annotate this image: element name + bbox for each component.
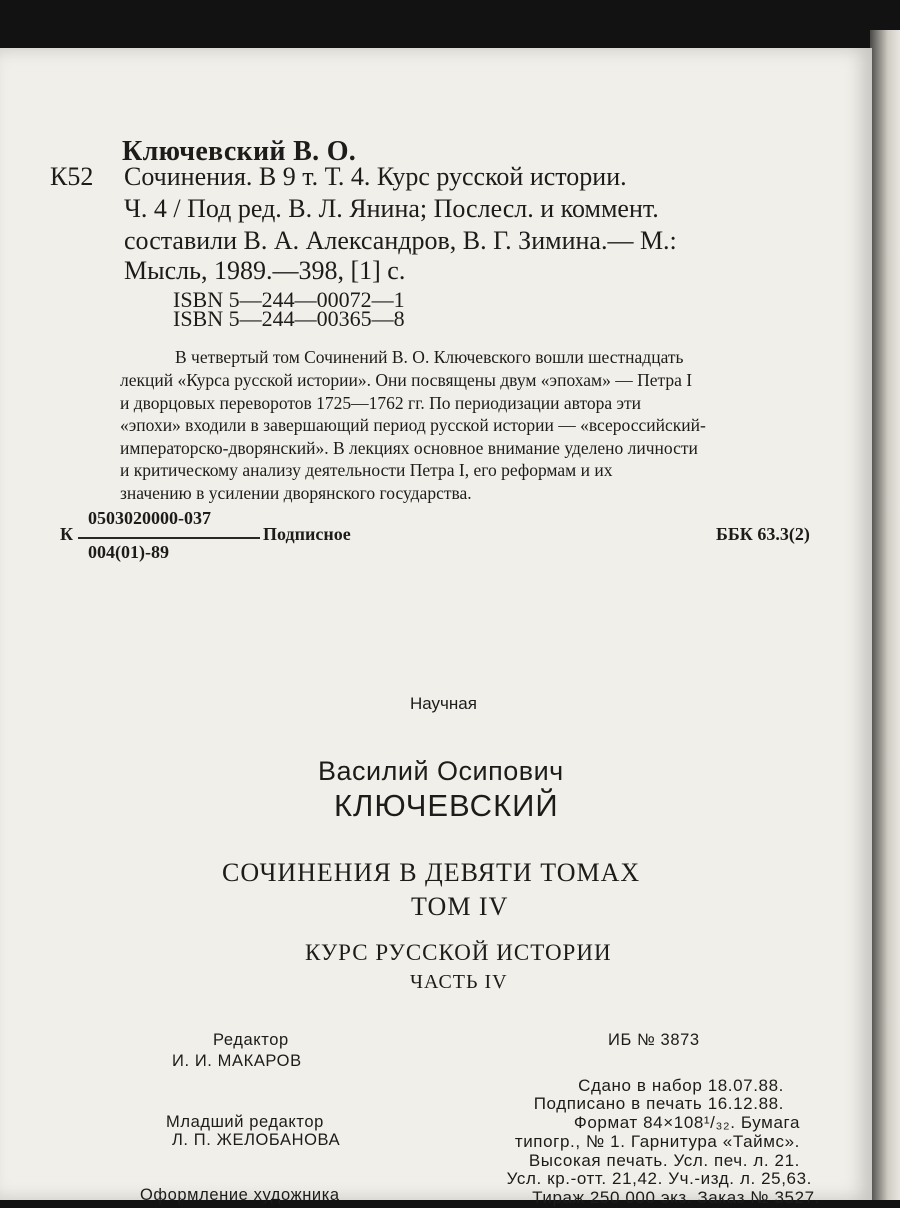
catalog-description-line: Сочинения. В 9 т. Т. 4. Курс русской истории. [124, 162, 627, 191]
catalog-description-line: Ч. 4 / Под ред. В. Л. Янина; Послесл. и коммент. [124, 194, 659, 223]
author-first-name: Василий Осипович [318, 756, 564, 786]
works-title: СОЧИНЕНИЯ В ДЕВЯТИ ТОМАХ [222, 858, 641, 887]
junior-editor-name: Л. П. ЖЕЛОБАНОВА [172, 1131, 341, 1149]
part-label: ЧАСТЬ IV [410, 971, 508, 993]
annotation-line: и дворцовых переворотов 1725—1762 гг. По периодизации автора эти [120, 393, 642, 413]
catalog-description-line: составили В. А. Александров, В. Г. Зимина.— М.: [124, 226, 677, 255]
catalog-author: Ключевский В. О. [122, 136, 357, 167]
index-code-fraction-rule [78, 537, 260, 539]
imprint-line: типогр., № 1. Гарнитура «Таймс». [514, 1132, 800, 1151]
volume-label: ТОМ IV [411, 892, 509, 921]
subscription-label: Подписное [263, 524, 351, 544]
bbk-code: ББК 63.3(2) [716, 524, 810, 544]
imprint-line: Высокая печать. Усл. печ. л. 21. [528, 1151, 800, 1170]
annotation-line: и критическому анализу деятельности Петра I, его реформам и их [120, 460, 613, 480]
shelf-code: К52 [50, 162, 94, 191]
annotation-line: «эпохи» входили в завершающий период русской истории — «всероссийский- [120, 415, 706, 435]
imprint-line: Формат 84×108¹/₃₂. Бумага [573, 1113, 800, 1132]
isbn-line: ISBN 5—244—00365—8 [173, 306, 405, 331]
editor-name: И. И. МАКАРОВ [172, 1052, 302, 1070]
imprint-line: Подписано в печать 16.12.88. [533, 1094, 784, 1113]
genre-label: Научная [410, 694, 477, 713]
index-code-letter: К [60, 524, 74, 544]
course-title: КУРС РУССКОЙ ИСТОРИИ [305, 940, 612, 965]
index-code-denominator: 004(01)-89 [88, 542, 169, 562]
adjacent-page-edge [870, 30, 900, 1200]
junior-editor-label: Младший редактор [166, 1113, 324, 1131]
catalog-description-line: Мысль, 1989.—398, [1] с. [124, 256, 406, 285]
author-last-name: КЛЮЧЕВСКИЙ [334, 788, 559, 823]
annotation-line: В четвертый том Сочинений В. О. Ключевского вошли шестнадцать [175, 347, 684, 367]
annotation-line: императорско-дворянский». В лекциях основное внимание уделено личности [120, 438, 698, 458]
annotation-line: лекций «Курса русской истории». Они посвящены двум «эпохам» — Петра I [120, 370, 693, 390]
annotation-line: значению в усилении дворянского государства. [120, 483, 472, 503]
ib-number: ИБ № 3873 [608, 1031, 700, 1049]
editor-label: Редактор [213, 1031, 289, 1049]
book-page [0, 48, 872, 1207]
designer-label: Оформление художника [140, 1186, 340, 1204]
isbn-line: ISBN 5—244—00072—1 [173, 287, 405, 312]
imprint-line: Тираж 250 000 экз. Заказ № 3527. [532, 1188, 820, 1207]
imprint-line: Сдано в набор 18.07.88. [578, 1076, 784, 1095]
index-code-numerator: 0503020000-037 [88, 508, 211, 528]
imprint-line: Усл. кр.-отт. 21,42. Уч.-изд. л. 25,63. [506, 1169, 812, 1188]
